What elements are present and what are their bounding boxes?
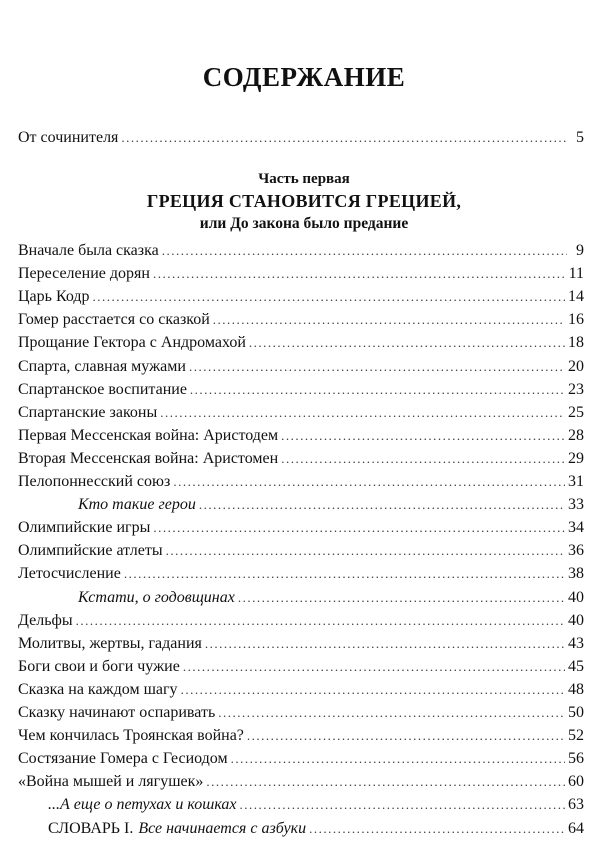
- toc-entry-label: ...А еще о петухах и кошках: [48, 796, 237, 814]
- toc-entry-page: 16: [568, 311, 584, 329]
- toc-entry-page: 48: [568, 680, 584, 698]
- toc-entry: [18, 679, 584, 701]
- toc-entry: [78, 587, 584, 609]
- leader-dots: [309, 818, 565, 840]
- toc-entry-label: «Война мышей и лягушек»: [18, 773, 204, 791]
- leader-dots: [162, 240, 567, 262]
- part-title: ГРЕЦИЯ СТАНОВИТСЯ ГРЕЦИЕЙ,: [146, 191, 462, 211]
- toc-entry: [18, 610, 584, 632]
- toc-entry-page: 63: [568, 796, 584, 814]
- toc-entry: [18, 471, 584, 493]
- toc-entry: [18, 725, 584, 747]
- toc-entry: [18, 332, 584, 354]
- toc-entry-label: Летосчисление: [18, 565, 121, 583]
- toc-entry-page: 43: [568, 634, 584, 652]
- toc-entry-page: 11: [568, 265, 584, 283]
- toc-entry-label: Кто такие герои: [78, 496, 196, 514]
- toc-entry: [18, 356, 584, 378]
- toc-entry-label: От сочинителя: [18, 129, 119, 146]
- toc-entry-label: Царь Кодр: [18, 288, 90, 306]
- toc-entry: [18, 448, 584, 470]
- toc-entry-preface: [18, 127, 584, 149]
- toc-entry: [18, 563, 584, 585]
- page-title: СОДЕРЖАНИЕ: [202, 62, 406, 92]
- leader-dots: [190, 379, 565, 401]
- leader-dots: [189, 356, 565, 378]
- leader-dots: [183, 656, 565, 678]
- toc-entry-label: Вначале была сказка: [18, 242, 159, 259]
- toc-entry-page: 64: [568, 819, 584, 837]
- toc-entry-page: 31: [568, 473, 584, 490]
- toc-entry-label: Пелопоннесский союз: [18, 473, 171, 490]
- toc-entry-page: 28: [568, 426, 584, 444]
- toc-entry-label: Спартанское воспитание: [18, 380, 187, 398]
- toc-entry: [18, 240, 584, 262]
- toc-entry: [18, 309, 584, 331]
- leader-dots: [218, 702, 565, 724]
- toc-entry-page: 56: [568, 750, 584, 768]
- leader-dots: [160, 402, 565, 424]
- toc-entry-page: 36: [568, 542, 584, 560]
- toc-entry: [18, 517, 584, 539]
- toc-entry-label: Сказка на каждом шагу: [18, 680, 178, 698]
- toc-entry-label: Чем кончилась Троянская война?: [18, 727, 244, 745]
- leader-dots: [281, 425, 565, 447]
- leader-dots: [124, 563, 565, 585]
- toc-entry-page: 29: [568, 449, 584, 467]
- leader-dots: [238, 587, 565, 609]
- toc-entry-label: Гомер расстается со сказкой: [18, 311, 210, 329]
- leader-dots: [166, 540, 565, 562]
- leader-dots: [206, 771, 565, 793]
- toc-entry-page: 18: [568, 334, 584, 352]
- toc-entry: [18, 633, 584, 655]
- leader-dots: [121, 127, 567, 149]
- leader-dots: [199, 494, 565, 516]
- part-label: Часть первая: [258, 171, 350, 187]
- toc-entry: [48, 794, 584, 816]
- toc-entry-page: 45: [568, 657, 584, 675]
- leader-dots: [249, 332, 565, 354]
- toc-entry: [78, 494, 584, 516]
- toc-entry-label: Боги свои и боги чужие: [18, 657, 180, 675]
- toc-entry-label: Кстати, о годовщинах: [78, 588, 235, 606]
- leader-dots: [76, 610, 565, 632]
- toc-entry-page: 14: [568, 288, 584, 306]
- toc-entry-page: 50: [568, 704, 584, 721]
- toc-entry-page: 52: [568, 727, 584, 745]
- toc-entry: [18, 748, 584, 770]
- toc-entry-suffix: Все начинается с азбуки: [138, 819, 307, 837]
- part-subtitle: или До закона было предание: [199, 215, 409, 232]
- leader-dots: [240, 794, 565, 816]
- leader-dots: [181, 679, 565, 701]
- leader-dots: [173, 471, 565, 493]
- toc-entry-page: 23: [568, 380, 584, 398]
- toc-entry-label: Прощание Гектора с Андромахой: [18, 334, 246, 352]
- toc-entry-label: Сказку начинают оспаривать: [18, 704, 216, 721]
- toc-entry: [18, 425, 584, 447]
- toc-entry-page: 60: [568, 773, 584, 791]
- toc-entry-label: Первая Мессенская война: Аристодем: [18, 426, 279, 444]
- toc-entry: [18, 286, 584, 308]
- toc-entry-label: Олимпийские игры: [18, 519, 151, 537]
- toc-entry-page: 34: [568, 519, 584, 537]
- toc-entry-page: 40: [568, 611, 584, 629]
- toc-entry-page: 20: [568, 357, 584, 375]
- toc-entry-page: 25: [568, 403, 584, 421]
- leader-dots: [247, 725, 565, 747]
- toc-entry-label: Спарта, славная мужами: [18, 357, 186, 375]
- toc-entry-label: СЛОВАРЬ I.: [48, 819, 134, 837]
- toc-entry-page: 9: [576, 242, 584, 259]
- leader-dots: [153, 263, 566, 285]
- leader-dots: [153, 517, 565, 539]
- toc-entry: [18, 702, 584, 724]
- leader-dots: [231, 748, 565, 770]
- toc-entry: [18, 402, 584, 424]
- toc-entry-page: 38: [568, 565, 584, 583]
- toc-entry: [18, 263, 584, 285]
- toc-entry-label: Спартанские законы: [18, 403, 158, 421]
- toc-entry-label: Дельфы: [18, 611, 73, 629]
- leader-dots: [213, 309, 565, 331]
- toc-entry: [18, 656, 584, 678]
- toc-entry-label: Вторая Мессенская война: Аристомен: [18, 449, 279, 467]
- toc-entry-label: Переселение дорян: [18, 265, 150, 283]
- toc-entry: [48, 818, 584, 840]
- toc-entry-page: 40: [568, 588, 584, 606]
- toc-entry: [18, 540, 584, 562]
- leader-dots: [205, 633, 565, 655]
- toc-entry-page: 5: [576, 129, 584, 146]
- toc-entry-label: Олимпийские атлеты: [18, 542, 163, 560]
- leader-dots: [281, 448, 565, 470]
- toc-entry-label: Состязание Гомера с Гесиодом: [18, 750, 228, 768]
- toc-entry-label: Молитвы, жертвы, гадания: [18, 634, 202, 652]
- toc-entry: [18, 379, 584, 401]
- toc-entry: [18, 771, 584, 793]
- toc-entry-page: 33: [568, 496, 584, 514]
- leader-dots: [93, 286, 565, 308]
